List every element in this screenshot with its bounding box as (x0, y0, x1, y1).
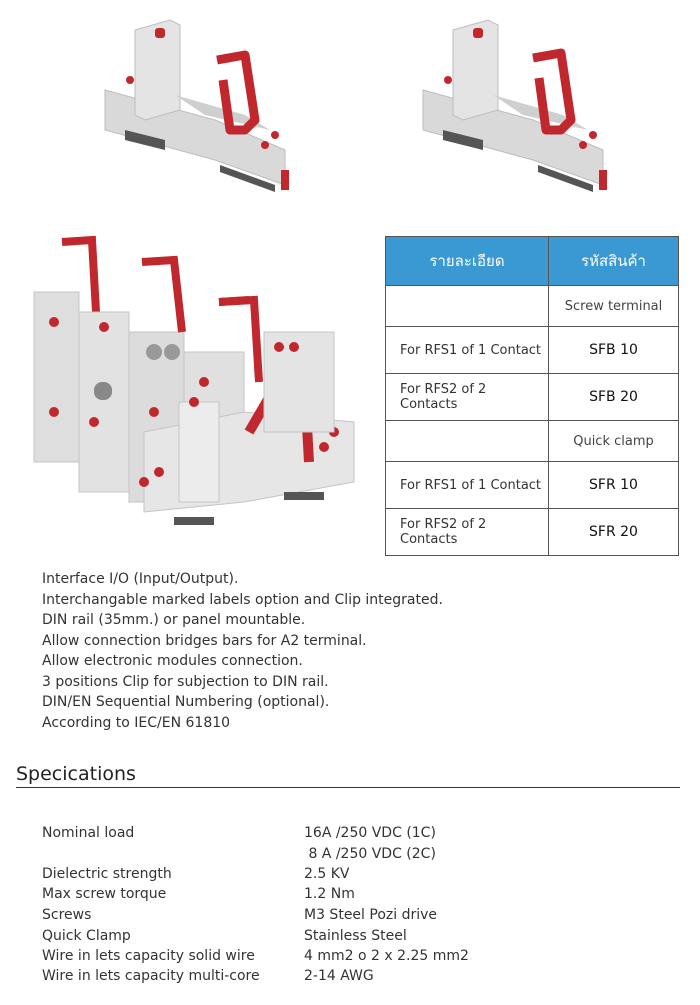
spec-row (42, 823, 662, 843)
spec-label: Wire in lets capacity solid wire (42, 948, 255, 964)
spec-value: 8 A /250 VDC (2C) (304, 846, 436, 862)
table-row (386, 509, 679, 556)
table-row (386, 327, 679, 374)
table-header-product-code: รหัสสินค้า (549, 237, 679, 286)
feature-item: DIN rail (35mm.) or panel mountable. (42, 612, 306, 628)
spec-row (42, 905, 662, 925)
feature-item: According to IEC/EN 61810 (42, 714, 231, 731)
table-cell-description: For RFS2 of 2 Contacts (386, 374, 549, 421)
table-cell-description (386, 286, 549, 327)
table-cell-description: For RFS1 of 1 Contact (386, 462, 549, 509)
spec-value: 16A /250 VDC (1C) (304, 825, 436, 841)
relay-socket-image-1 (100, 15, 300, 195)
spec-row (42, 864, 662, 884)
relay-socket-image-2 (418, 15, 618, 195)
table-row (386, 286, 679, 327)
table-cell-product-code: SFB 20 (549, 374, 679, 421)
spec-label: Wire in lets capacity multi-core (42, 968, 260, 984)
table-cell-product-code: SFR 20 (549, 509, 679, 556)
spec-value: Stainless Steel (304, 928, 407, 944)
spec-label: Quick Clamp (42, 928, 131, 944)
table-cell-group-label: Quick clamp (549, 421, 679, 462)
feature-item: Interchangable marked labels option and Clip integrated. (42, 591, 443, 608)
table-cell-description: For RFS2 of 2 Contacts (386, 509, 549, 556)
spec-value: 1.2 Nm (304, 886, 355, 902)
feature-item: Allow connection bridges bars for A2 terminal. (42, 632, 367, 649)
table-cell-description (386, 421, 549, 462)
table-header-description: รายละเอียด (386, 237, 549, 286)
table-cell-description: For RFS1 of 1 Contact (386, 327, 549, 374)
table-cell-group-label: Screw terminal (549, 286, 679, 327)
product-code-table (385, 236, 679, 556)
spec-label: Dielectric strength (42, 866, 172, 882)
spec-row (42, 926, 662, 946)
table-header-row (386, 237, 679, 286)
spec-value: 2.5 KV (304, 866, 350, 882)
section-divider (16, 787, 680, 788)
relay-socket-group-image (24, 232, 364, 542)
spec-label: Max screw torque (42, 886, 167, 902)
feature-item: Allow electronic modules connection. (42, 653, 303, 669)
spec-label: Nominal load (42, 825, 135, 841)
spec-row (42, 966, 662, 986)
table-row (386, 374, 679, 421)
feature-item: 3 positions Clip for subjection to DIN rail. (42, 673, 329, 690)
spec-value: M3 Steel Pozi drive (304, 907, 438, 923)
specifications-heading: Specications (16, 763, 136, 785)
feature-list (42, 569, 443, 733)
spec-value: 4 mm2 o 2 x 2.25 mm2 (304, 948, 469, 964)
feature-item: DIN/EN Sequential Numbering (optional). (42, 694, 330, 710)
table-cell-product-code: SFB 10 (549, 327, 679, 374)
spec-value: 2-14 AWG (304, 968, 374, 984)
spec-row (42, 946, 662, 966)
spec-row (42, 884, 662, 904)
table-row (386, 462, 679, 509)
table-row (386, 421, 679, 462)
feature-item: Interface I/O (Input/Output). (42, 571, 239, 587)
table-cell-product-code: SFR 10 (549, 462, 679, 509)
spec-row (42, 844, 662, 864)
spec-label: Screws (42, 907, 92, 923)
